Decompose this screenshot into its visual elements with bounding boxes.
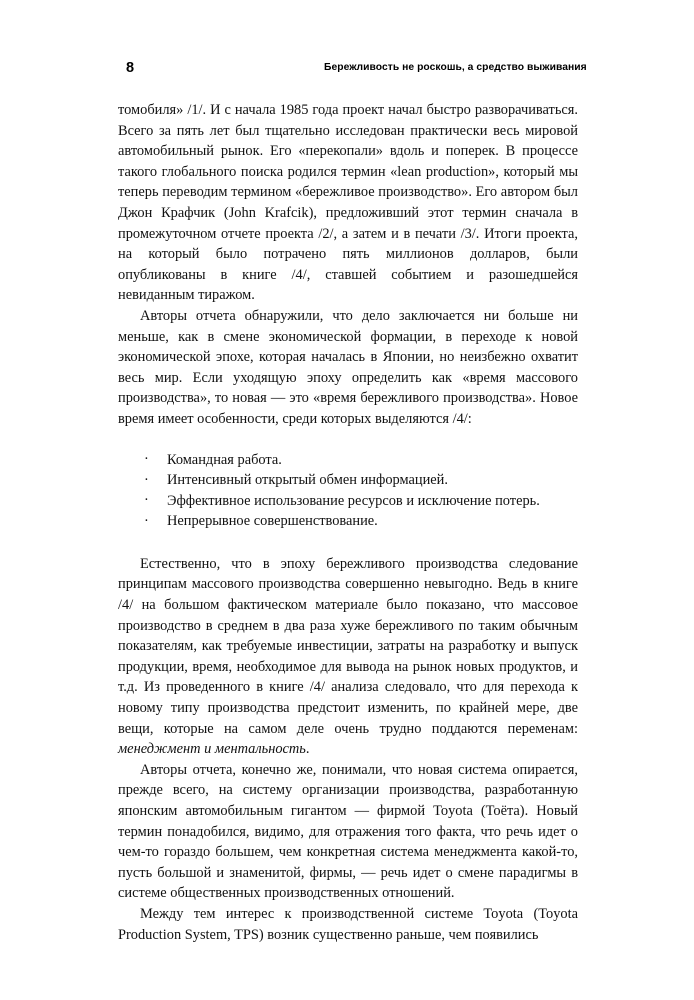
feature-bullet-list (118, 450, 578, 532)
bullet-dot-icon: · (144, 512, 149, 529)
bullet-dot-icon: · (144, 451, 149, 467)
paragraph-3-text-after-italic: . (305, 741, 310, 758)
list-item (118, 491, 578, 512)
paragraph-3-emphasis: менеджмент и ментальность (118, 741, 306, 758)
bullet-dot-icon: · (144, 492, 149, 509)
paragraph-3-text-before-italic: Естественно, что в эпоху бережливого производства следование принципам массового производства совершенно невыгодно. Ведь в книге /4/ на большом фактическом материале было показано, что массовое производство в среднем в два раза хуже бережливого по таким обычным показателям, как требуемые инвестиции, затраты на разработку и выпуск продукции, время, необходимое для вывода на рынок новых продуктов, и т.д. Из проведенного в книге /4/ анализа следовало, что для перехода к новому типу производства предстоит изменить, по крайней мере, две вещи, которые на самом деле очень трудно поддаются переменам: (118, 555, 578, 737)
page-number: 8 (126, 60, 135, 76)
list-item-label: Непрерывное совершенствование. (167, 513, 378, 530)
list-item-label: Эффективное использование ресурсов и исключение потерь. (167, 492, 540, 509)
list-spacer-bottom (118, 532, 578, 554)
running-header (118, 60, 587, 80)
bullet-dot-icon: · (144, 471, 149, 488)
paragraph-3 (118, 554, 578, 760)
paragraph-4: Авторы отчета, конечно же, понимали, что новая система опирается, прежде всего, на систему организации производства, разработанную японским автомобильным гигантом — фирмой Toyota (Тоёта). Новый термин понадобился, видимо, для отражения того факта, что речь идет о чем-то гораздо большем, чем конкретная система менеджмента какой-то, пусть большой и знаменитой, фирмы, — речь идет о смене парадигмы в системе общественных производственных отношений. (118, 761, 578, 902)
paragraph-1: томобиля» /1/. И с начала 1985 года проект начал быстро разворачиваться. Всего за пять лет был тщательно исследован практически весь мировой автомобильный рынок. Его «перекопали» вдоль и поперек. В процессе такого глобального поиска родился термин «lean production», который мы теперь переводим термином «бережливое производство». Его автором был Джон Крафчик (John Krafcik), предложивший этот термин сначала в промежуточном отчете проекта /2/, а затем и в печати /3/. Итоги проекта, на который было потрачено пять миллионов долларов, были опубликованы в книге /4/, ставшей событием и разошедшейся невиданным тиражом. (118, 102, 578, 304)
paragraph-2: Авторы отчета обнаружили, что дело заключается ни больше ни меньше, как в смене экономической формации, в переходе к новой экономической эпохе, которая началась в Японии, но неизбежно охватит весь мир. Если уходящую эпоху определить как «время массового производства», то новая — это «время бережливого производства». Новое время имеет особенности, среди которых выделяются /4/: (118, 307, 578, 427)
body-text-block (118, 100, 578, 945)
list-item (118, 470, 578, 491)
list-spacer-top (118, 430, 578, 450)
list-item (118, 511, 578, 532)
running-head-title: Бережливость не роскошь, а средство выживания (324, 62, 587, 73)
paragraph-5: Между тем интерес к производственной системе Toyota (Toyota Production System, TPS) возник существенно раньше, чем появились (118, 905, 578, 943)
list-item-label: Интенсивный открытый обмен информацией. (167, 472, 448, 489)
list-item-label: Командная работа. (167, 451, 282, 468)
list-item (118, 450, 578, 471)
